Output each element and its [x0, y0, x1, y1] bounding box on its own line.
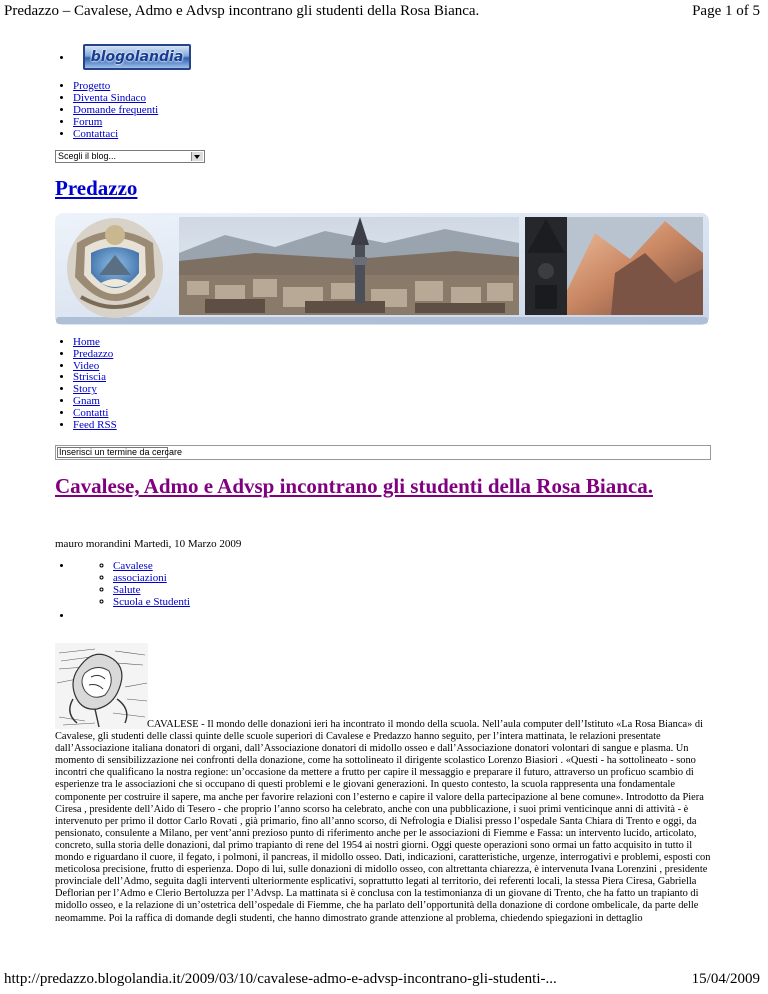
top-nav-link-diventa-sindaco[interactable]: Diventa Sindaco: [73, 92, 147, 104]
main-nav-link-predazzo[interactable]: Predazzo: [73, 347, 114, 360]
print-page-title: Predazzo – Cavalese, Admo e Advsp incontrano gli studenti della Rosa Bianca.: [4, 3, 480, 19]
main-nav-link-story[interactable]: Story: [73, 383, 97, 396]
post-categories: [55, 560, 190, 622]
main-nav-link-video[interactable]: Video: [73, 359, 100, 372]
category-links: [73, 560, 190, 608]
category-link-associazioni[interactable]: associazioni: [113, 572, 167, 584]
category-link-cavalese[interactable]: Cavalese: [113, 560, 153, 572]
categories-list-item: [73, 560, 190, 608]
top-nav: [55, 44, 191, 140]
donation-drawing: [55, 643, 148, 729]
category-item-salute: [113, 584, 190, 596]
main-nav-link-striscia[interactable]: Striscia: [73, 371, 106, 384]
top-nav-item-domande-frequenti: [73, 104, 191, 116]
top-nav-link-domande-frequenti[interactable]: Domande frequenti: [73, 104, 159, 116]
empty-list-item: [73, 610, 190, 622]
print-date: 15/04/2009: [691, 971, 760, 987]
header-banner: [55, 213, 709, 325]
logo-link[interactable]: [73, 44, 191, 80]
church-mountain-photo: [525, 217, 703, 315]
main-nav: [55, 337, 117, 431]
main-nav-link-feed-rss[interactable]: Feed RSS: [73, 418, 117, 431]
post-illustration: [55, 643, 148, 729]
post-title[interactable]: Cavalese, Admo e Advsp incontrano gli studenti della Rosa Bianca.: [55, 474, 653, 498]
top-nav-link-progetto[interactable]: Progetto: [73, 80, 111, 92]
town-photo: [179, 217, 519, 315]
category-item-associazioni: [113, 572, 190, 584]
blog-select[interactable]: [55, 150, 205, 163]
banner-image: [55, 213, 709, 325]
blogolandia-logo[interactable]: blogolandia: [83, 44, 191, 70]
top-nav-item-forum: [73, 116, 191, 128]
print-header: [0, 0, 768, 22]
search-form: [55, 445, 711, 460]
category-link-salute[interactable]: Salute: [113, 584, 141, 596]
main-nav-link-home[interactable]: Home: [73, 336, 100, 348]
blog-select-value: Scegli il blog...: [58, 151, 117, 161]
category-link-scuola-e-studenti[interactable]: Scuola e Studenti: [113, 596, 190, 608]
top-nav-item-contattaci: [73, 128, 191, 140]
print-page-number: Page 1 of 5: [692, 3, 760, 19]
print-footer: [0, 968, 768, 990]
chevron-down-icon[interactable]: [191, 152, 203, 161]
print-page-url: http://predazzo.blogolandia.it/2009/03/10/cavalese-admo-e-advsp-incontrano-gli-studenti-...: [4, 971, 557, 987]
main-nav-link-contatti[interactable]: Contatti: [73, 406, 109, 419]
site-title[interactable]: Predazzo: [55, 176, 138, 200]
top-nav-link-contattaci[interactable]: Contattaci: [73, 128, 119, 140]
search-input[interactable]: Inserisci un termine da cercare: [59, 447, 183, 457]
top-nav-logo-item: [73, 44, 191, 80]
category-item-scuola-e-studenti: [113, 596, 190, 608]
coat-of-arms: [67, 218, 163, 318]
main-nav-item-feed-rss: [73, 420, 117, 432]
top-nav-item-progetto: [73, 80, 191, 92]
post-body: CAVALESE - Il mondo delle donazioni ieri ha incontrato il mondo della scuola. Nell’aula computer dell’Istituto «La Rosa Bianca» di Cavalese, gli studenti delle classi quinte delle scuole superiori di Cavalese e Predazzo hanno seguito, per l’intera mattinata, le relazioni presentate dall’Associazione italiana donatori di organi, dall’Associazione donatori di midollo osseo e dall’Associazione donatori volontari di sangue e plasma. Un momento di sensibilizzazione nei confronti della donazione, come ha sottolineato il dirigente scolastico Lorenzo Biasiori . «Questi - ha sottolineato - sono incontri che qualificano la nostra regione: un’occasione da mettere a frutto per capire il messaggio e preparare il futuro, attraverso un proficuo scambio di esperienze tra le associazioni che si occupano di questi problemi e le giovani generazioni. In questo contesto, la scuola rappresenta una fondamentale componente per costruire il sapere, ma anche per favorire relazioni con l’esterno e capire il valore della partecipazione al bene comune». Introdotto da Piera Ciresa , presidente dell’Aido di Tesero - che proprio l’anno scorso ha celebrato, anche con una pubblicazione, i suoi primi venticinque anni di attività - è intervenuto per primo il dottor Carlo Rovati , già primario, fino all’anno scorso, di Nefrologia e Dialisi presso l’ospedale Santa Chiara di Trento e oggi, da pensionato, consulente a Milano, per vent’anni prezioso punto di riferimento anche per le associazioni di Fiemme e Fassa: un intervento lucido, articolato, concreto, sulla storia delle donazioni, dal primo trapianto di rene del 1954 ai nostri giorni. Oggi queste operazioni sono ormai un fatto acquisito in tutto il mondo e riguardano il cuore, il fegato, i polmoni, il pancreas, il midollo osseo. Dati, indicazioni, caratteristiche, urgenze, interrogativi e problemi, esposti con meticolosa precisione, frutto di esperienza. Dopo di lui, sulle donazioni di midollo osseo, con altrettanta chiarezza, è intervenuta Ivana Lorenzini , presidente provinciale dell’Admo, seguita dagli interventi ulteriormente esplicativi, soprattutto legati al territorio, dei referenti locali, la stessa Piera Ciresa, Gabriella Deflorian per l’Admo e Clerio Bertoluzza per l’Advsp. La mattinata si è conclusa con la testimonianza di un giovane di Trento, che ha fatto un trapianto di midollo osseo, e la relazione di un’ostetrica dell’ospedale di Fiemme, che ha parlato dell’opportunità della donazione di cordone ombelicale, da parte delle neomamme. Poi la raffica di domande degli studenti, che hanno dimostrato grande attenzione al problema, chiedendo spiegazioni in dettaglio: [55, 719, 711, 924]
category-item-cavalese: [113, 560, 190, 572]
top-nav-link-forum[interactable]: Forum: [73, 116, 103, 128]
top-nav-item-diventa-sindaco: [73, 92, 191, 104]
post-meta: mauro morandini Martedì, 10 Marzo 2009: [55, 538, 242, 550]
main-nav-link-gnam[interactable]: Gnam: [73, 394, 100, 407]
